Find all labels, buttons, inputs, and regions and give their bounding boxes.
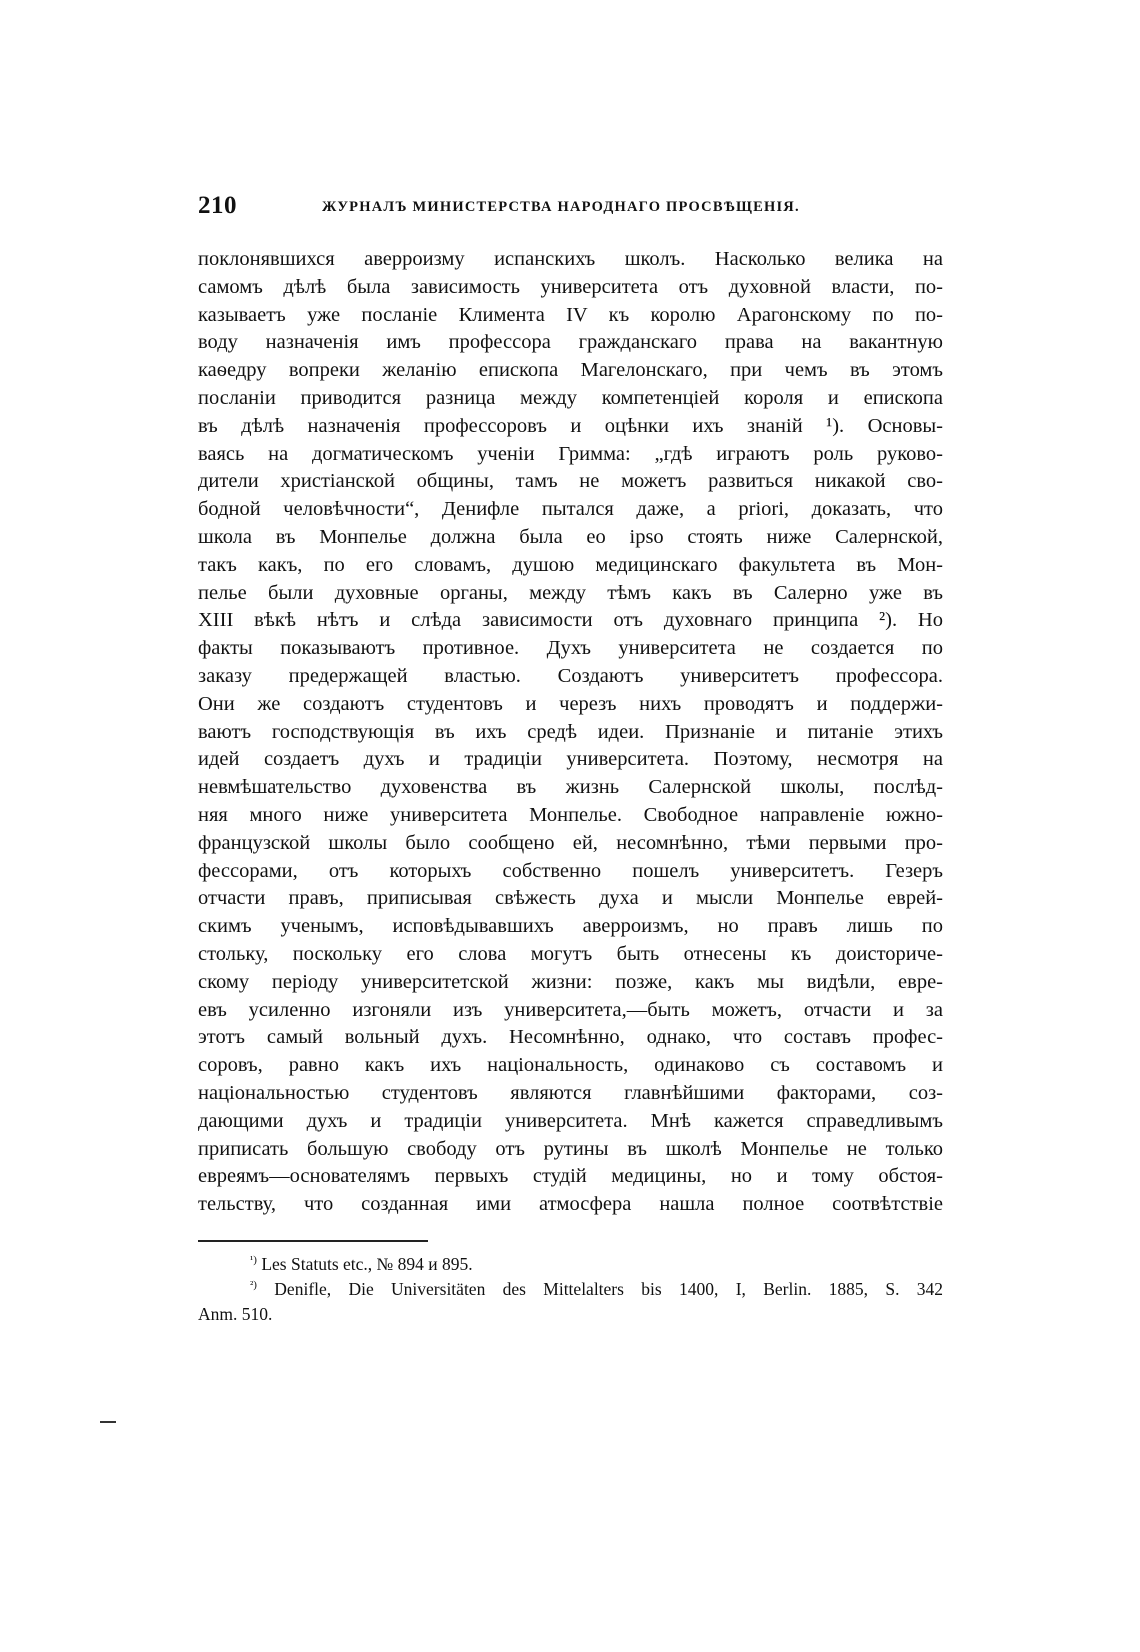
body-line: тельству, что созданная ими атмосфера нашла полное соотвѣтствіе (198, 1193, 943, 1216)
running-head (198, 192, 943, 222)
body-line: ваясь на догматическомъ ученіи Гримма: „гдѣ играютъ роль руково- (198, 442, 943, 465)
body-line: казываетъ уже посланіе Климента IV къ королю Арагонскому по по- (198, 303, 943, 326)
body-line: скимъ ученымъ, исповѣдывавшихъ аверроизмъ, но правъ лишь по (198, 915, 943, 938)
body-line: приписать большую свободу отъ рутины въ школѣ Монпелье не только (198, 1137, 943, 1160)
body-line: отчасти правъ, приписывая свѣжесть духа и мысли Монпелье еврей- (198, 887, 943, 910)
body-line: бодной человѣчности“, Денифле пытался даже, a priori, доказать, что (198, 498, 943, 521)
margin-mark (100, 1421, 116, 1423)
body-line: французской школы было сообщено ей, несомнѣнно, тѣми первыми про- (198, 831, 943, 854)
footnotes (198, 1252, 943, 1327)
body-line: заказу предержащей властью. Создаютъ университетъ профессора. (198, 664, 943, 687)
journal-title: ЖУРНАЛЪ МИНИСТЕРСТВА НАРОДНАГО ПРОСВѢЩЕНІЯ. (322, 199, 800, 215)
body-line: XIII вѣкѣ нѣтъ и слѣда зависимости отъ духовнаго принципа ²). Но (198, 609, 943, 632)
page-content (198, 192, 943, 1327)
body-line: идей создаетъ духъ и традиціи университета. Поэтому, несмотря на (198, 748, 943, 771)
footnote-2-continuation: Anm. 510. (198, 1303, 273, 1324)
body-line: дители христіанской общины, тамъ не можетъ развиться никакой сво- (198, 470, 943, 493)
footnote-rule (198, 1240, 428, 1242)
body-line: каѳедру вопреки желанію епископа Магелонскаго, при чемъ въ этомъ (198, 359, 943, 382)
body-line: дающими духъ и традиціи университета. Мнѣ кажется справедливымъ (198, 1109, 943, 1132)
body-line: воду назначенія имъ профессора гражданскаго права на вакантную (198, 331, 943, 354)
body-line: національностью студентовъ являются главнѣйшими факторами, соз- (198, 1081, 943, 1104)
footnote-2 (198, 1277, 943, 1302)
body-line: самомъ дѣлѣ была зависимость университета отъ духовной власти, по- (198, 275, 943, 298)
body-line: пелье были духовные органы, между тѣмъ какъ въ Салерно уже въ (198, 581, 943, 604)
body-line: невмѣшательство духовенства въ жизнь Салернской школы, послѣд- (198, 776, 943, 799)
footnote-1-mark: ¹) (250, 1254, 257, 1267)
footnote-1 (198, 1252, 943, 1277)
body-line: посланіи приводится разница между компетенціей короля и епископа (198, 386, 943, 409)
body-line: этотъ самый вольный духъ. Несомнѣнно, однако, что составъ профес- (198, 1026, 943, 1049)
footnote-2-mark: ²) (250, 1279, 257, 1292)
body-line: поклонявшихся аверроизму испанскихъ школъ. Насколько велика на (198, 248, 943, 270)
body-line: ваютъ господствующія въ ихъ средѣ идеи. Признаніе и питаніе этихъ (198, 720, 943, 743)
footnote-2-text: Denifle, Die Universitäten des Mittelalters bis 1400, I, Berlin. 1885, S. 342 (274, 1278, 944, 1299)
body-line: евъ усиленно изгоняли изъ университета,—быть можетъ, отчасти и за (198, 998, 943, 1021)
body-line: Они же создаютъ студентовъ и черезъ нихъ проводятъ и поддержи- (198, 692, 943, 715)
footnote-1-text: Les Statuts etc., № 894 и 895. (261, 1253, 473, 1274)
body-line: такъ какъ, по его словамъ, душою медицинскаго факультета въ Мон- (198, 553, 943, 576)
page-number: 210 (198, 192, 237, 219)
body-line: въ дѣлѣ назначенія профессоровъ и оцѣнки ихъ знаній ¹). Основы- (198, 414, 943, 437)
body-line: скому періоду университетской жизни: позже, какъ мы видѣли, евре- (198, 970, 943, 993)
body-line: факты показываютъ противное. Духъ университета не создается по (198, 637, 943, 660)
body-line: фессорами, отъ которыхъ собственно пошелъ университетъ. Гезеръ (198, 859, 943, 882)
body-line: евреямъ—основателямъ первыхъ студій медицины, но и тому обстоя- (198, 1165, 943, 1188)
body-text (198, 246, 943, 1219)
body-line: няя много ниже университета Монпелье. Свободное направленіе южно- (198, 803, 943, 826)
body-line: стольку, поскольку его слова могутъ быть отнесены къ доисториче- (198, 942, 943, 965)
body-line: соровъ, равно какъ ихъ національность, одинаково съ составомъ и (198, 1054, 943, 1077)
body-line: школа въ Монпелье должна была eo ipso стоять ниже Салернской, (198, 525, 943, 548)
